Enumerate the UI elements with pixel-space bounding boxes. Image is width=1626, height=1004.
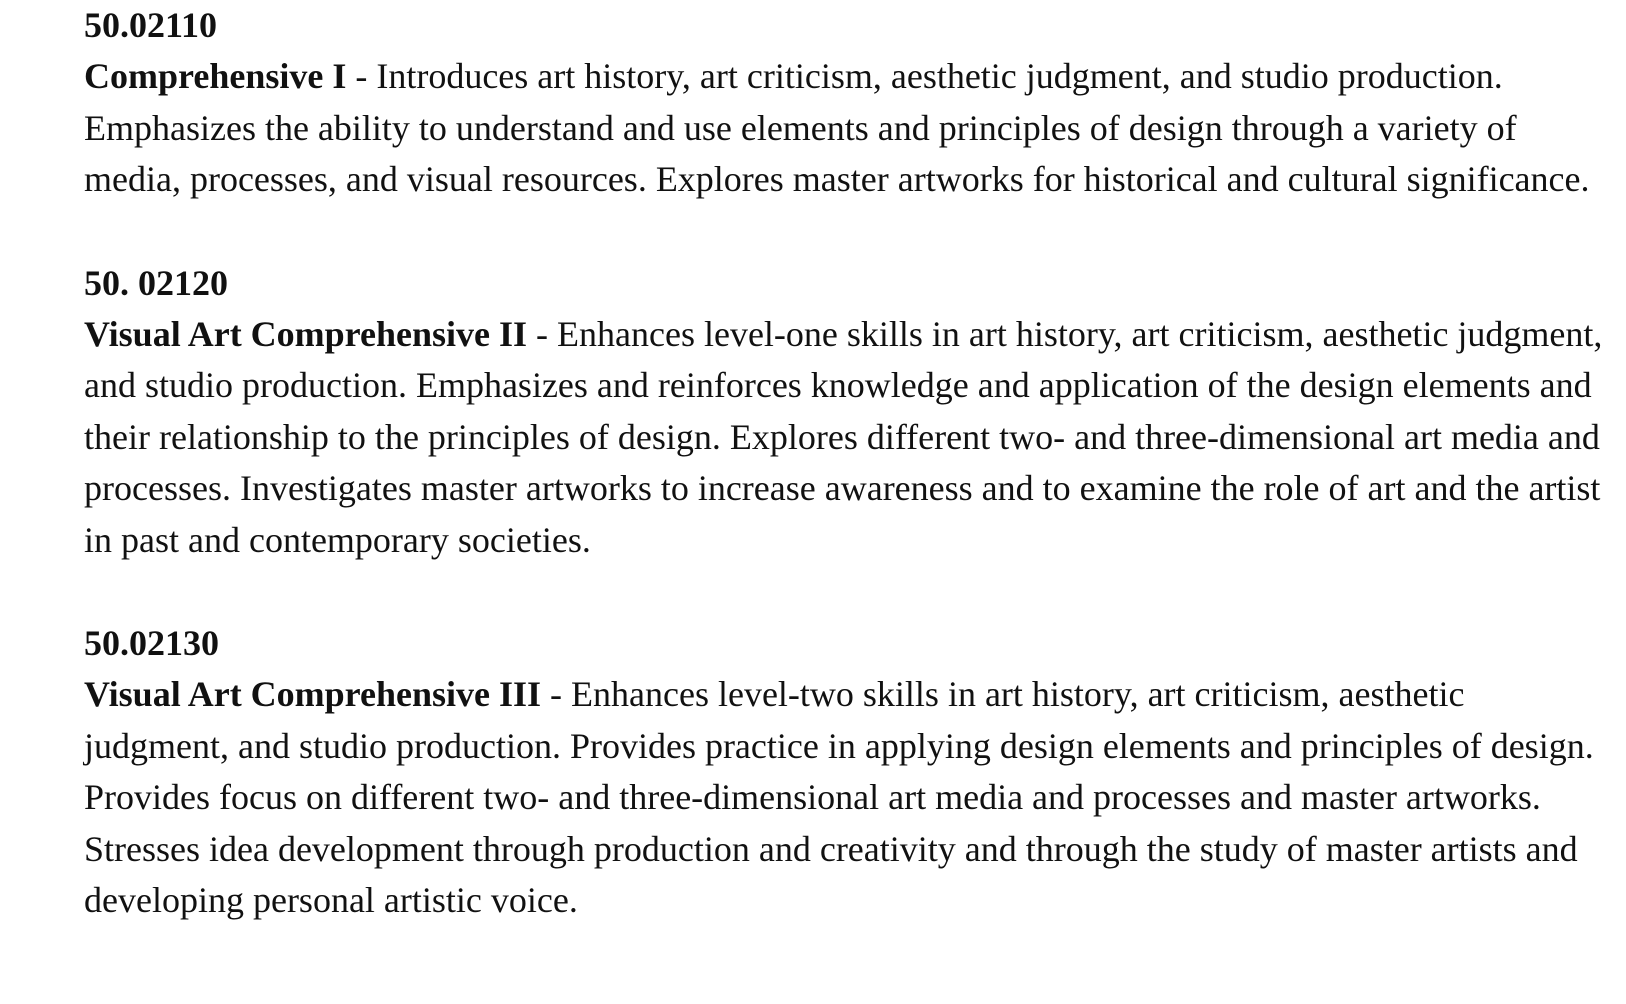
course-description-paragraph	[84, 309, 1604, 567]
course-code: 50. 02120	[84, 262, 228, 303]
course-entry	[84, 618, 1604, 927]
course-code: 50.02110	[84, 5, 218, 45]
course-description-document	[84, 0, 1604, 927]
title-separator: -	[346, 56, 377, 96]
course-description: Introduces art history, art criticism, aesthetic judgment, and studio production. Emphasizes the ability to understand and use elements and principles of design through a variety of media, processes, and visual resources. Explores master artworks for historical and cultural significance.	[84, 56, 1590, 199]
course-title: Comprehensive I	[84, 56, 347, 96]
course-description: Enhances level-two skills in art history, art criticism, aesthetic judgment, and studio production. Provides practice in applying design elements and principles of design. Provides focus on different two- and three-dimensional art media and processes and master artworks. Stresses idea development through production and creativity and through the study of master artists and developing personal artistic voice.	[84, 674, 1594, 920]
course-description-paragraph	[84, 51, 1604, 206]
course-description: Enhances level-one skills in art history, art criticism, aesthetic judgment, and studio production. Emphasizes and reinforces knowledge and application of the design elements and their relationship to the principles of design. Explores different two- and three-dimensional art media and processes. Investigates master artworks to increase awareness and to examine the role of art and the artist in past and contemporary societies.	[84, 313, 1603, 560]
course-entry	[84, 258, 1604, 567]
course-code: 50.02130	[84, 623, 219, 663]
course-title: Visual Art Comprehensive II	[84, 313, 528, 354]
course-title: Visual Art Comprehensive III	[84, 674, 542, 714]
title-separator: -	[541, 674, 572, 714]
title-separator: -	[527, 313, 558, 354]
course-entry	[84, 0, 1604, 206]
course-description-paragraph	[84, 669, 1604, 927]
